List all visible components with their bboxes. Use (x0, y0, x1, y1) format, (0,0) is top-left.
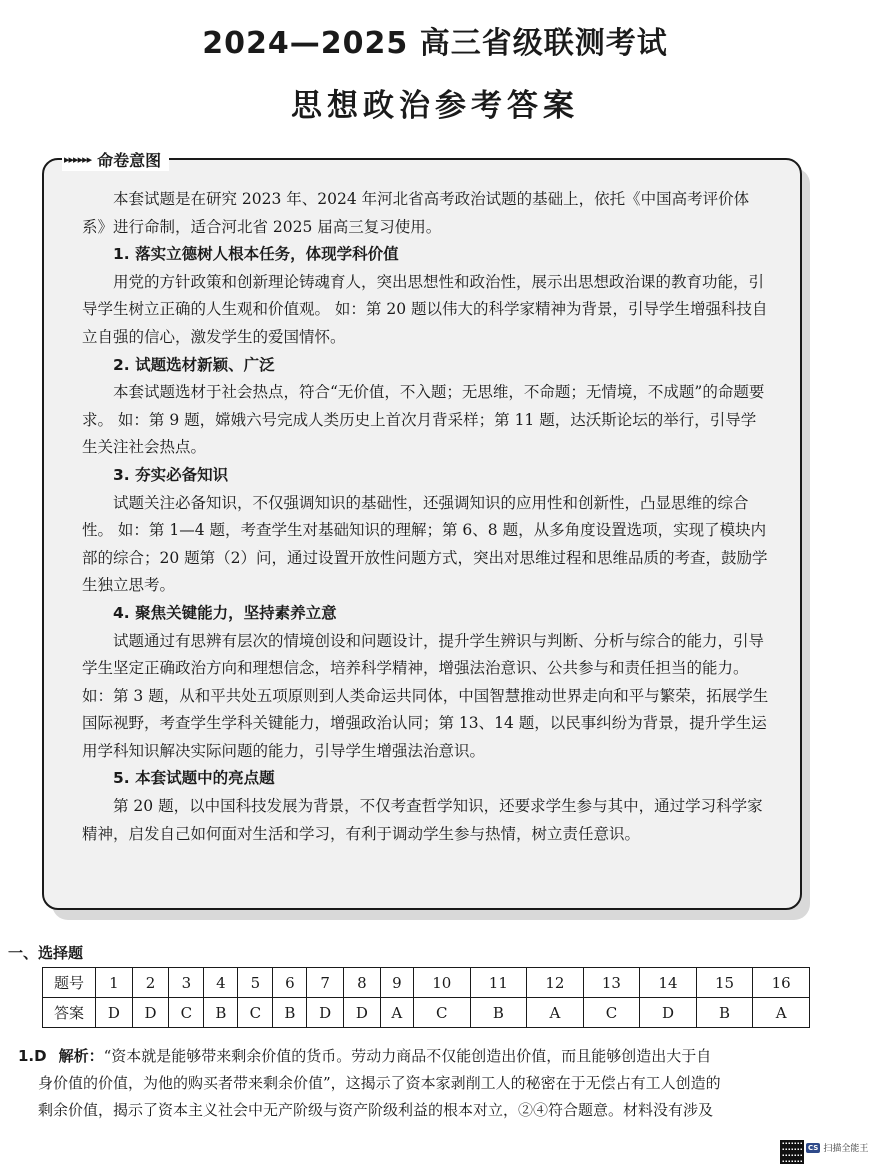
section-paragraph: 本套试题选材于社会热点，符合“无价值，不入题；无思维，不命题；无情境，不成题”的命题要求。 如：第 9 题，嫦娥六号完成人类历史上首次月背采样；第 11 题，达沃斯论坛的举行，引导学生关注社会热点。 (82, 383, 765, 457)
section-heading: 2. 试题选材新颖、广泛 (113, 355, 275, 374)
question-number-cell: 11 (470, 968, 527, 998)
answer-cell: B (696, 998, 753, 1028)
explanation-line: 身价值的价值，为他的购买者带来剩余价值”，这揭示了资本家剥削工人的秘密在于无偿占有工人创造的 (38, 1074, 721, 1092)
question-number-row (43, 968, 810, 998)
exam-title: 2024—2025 高三省级联测考试 (202, 26, 668, 61)
explanation-line: 剩余价值，揭示了资本主义社会中无产阶级与资产阶级利益的根本对立，②④符合题意。材料没有涉及 (38, 1101, 714, 1119)
answer-cell: D (132, 998, 169, 1028)
question-number-cell: 12 (527, 968, 584, 998)
section-paragraph: 试题关注必备知识，不仅强调知识的基础性，还强调知识的应用性和创新性，凸显思维的综合性。 如：第 1—4 题，考查学生对基础知识的理解；第 6、8 题，从多角度设置选项，实现了模块内部的综合；20 题第（2）问，通过设置开放性问题方式，突出对思维过程和思维品质的考查，鼓励学生独立思考。 (82, 493, 768, 595)
answer-cell: C (414, 998, 471, 1028)
section-heading: 1. 落实立德树人根本任务，体现学科价值 (113, 245, 399, 264)
row-label: 题号 (43, 968, 96, 998)
question-number-cell: 13 (583, 968, 640, 998)
question-answer: 1.D (18, 1047, 47, 1065)
section-paragraph: 试题通过有思辨有层次的情境创设和问题设计，提升学生辨识与判断、分析与综合的能力，引导学生坚定正确政治方向和理想信念，培养科学精神，增强法治意识、公共参与和责任担当的能力。 如：第 3 题，从和平共处五项原则到人类命运共同体，中国智慧推动世界走向和平与繁荣，拓展学生国际视野，考查学生学科关键能力，增强政治认同；第 13、14 题，以民事纠纷为背景，提升学生运用学科知识解决实际问题的能力，引导学生增强法治意识。 (82, 631, 769, 760)
intent-box-header (62, 147, 169, 171)
question-number-cell: 16 (753, 968, 810, 998)
answer-table (42, 967, 810, 1028)
arrow-icon: ▸▸▸▸▸▸ (64, 152, 92, 166)
answer-cell: D (96, 998, 133, 1028)
section-heading: 4. 聚焦关键能力，坚持素养立意 (113, 603, 337, 622)
scanner-watermark (806, 1141, 868, 1154)
scanner-logo-icon: CS (808, 1143, 819, 1152)
intro-paragraph: 本套试题是在研究 2023 年、2024 年河北省高考政治试题的基础上，依托《中国高考评价体系》进行命制，适合河北省 2025 届高三复习使用。 (82, 190, 750, 236)
answer-cell: C (238, 998, 273, 1028)
question-number-cell: 6 (273, 968, 307, 998)
explanation-keyword: 解析： (58, 1047, 104, 1065)
answer-cell: B (273, 998, 307, 1028)
answer-cell: D (640, 998, 697, 1028)
section-paragraph: 第 20 题，以中国科技发展为背景，不仅考查哲学知识，还要求学生参与其中，通过学习科学家精神，启发自己如何面对生活和学习，有利于调动学生参与热情，树立责任意识。 (82, 797, 763, 843)
question-number-cell: 15 (696, 968, 753, 998)
section-heading: 5. 本套试题中的亮点题 (113, 769, 275, 788)
intent-box-text (82, 186, 770, 848)
question-number-cell: 1 (96, 968, 133, 998)
question-number-cell: 3 (169, 968, 204, 998)
answer-title: 思想政治参考答案 (291, 88, 579, 124)
question-number-cell: 8 (344, 968, 381, 998)
explanation-block (18, 1043, 818, 1124)
choice-section-title: 一、选择题 (8, 944, 84, 962)
question-number-cell: 10 (414, 968, 471, 998)
answer-cell: D (344, 998, 381, 1028)
intent-header-label: 命卷意图 (97, 150, 162, 170)
answer-cell: D (307, 998, 344, 1028)
qr-code-icon (780, 1140, 804, 1164)
question-number-cell: 5 (238, 968, 273, 998)
answer-cell: A (527, 998, 584, 1028)
explanation-line (18, 1043, 818, 1070)
answer-cell: A (380, 998, 413, 1028)
row-label: 答案 (43, 998, 96, 1028)
question-number-cell: 14 (640, 968, 697, 998)
answer-cell: A (753, 998, 810, 1028)
question-number-cell: 9 (380, 968, 413, 998)
section-paragraph: 用党的方针政策和创新理论铸魂育人，突出思想性和政治性，展示出思想政治课的教育功能，引导学生树立正确的人生观和价值观。 如：第 20 题以伟大的科学家精神为背景，引导学生增强科技自立自强的信心，激发学生的爱国情怀。 (82, 272, 768, 346)
question-number-cell: 4 (204, 968, 238, 998)
scanner-brand-text: 扫描全能王 (823, 1144, 869, 1154)
section-heading: 3. 夯实必备知识 (113, 465, 229, 484)
answer-row (43, 998, 810, 1028)
question-number-cell: 2 (132, 968, 169, 998)
answer-cell: C (583, 998, 640, 1028)
answer-cell: B (470, 998, 527, 1028)
explanation-text: “资本就是能够带来剩余价值的货币。劳动力商品不仅能创造出价值，而且能够创造出大于自 (103, 1047, 712, 1065)
question-number-cell: 7 (307, 968, 344, 998)
answer-cell: C (169, 998, 204, 1028)
answer-cell: B (204, 998, 238, 1028)
